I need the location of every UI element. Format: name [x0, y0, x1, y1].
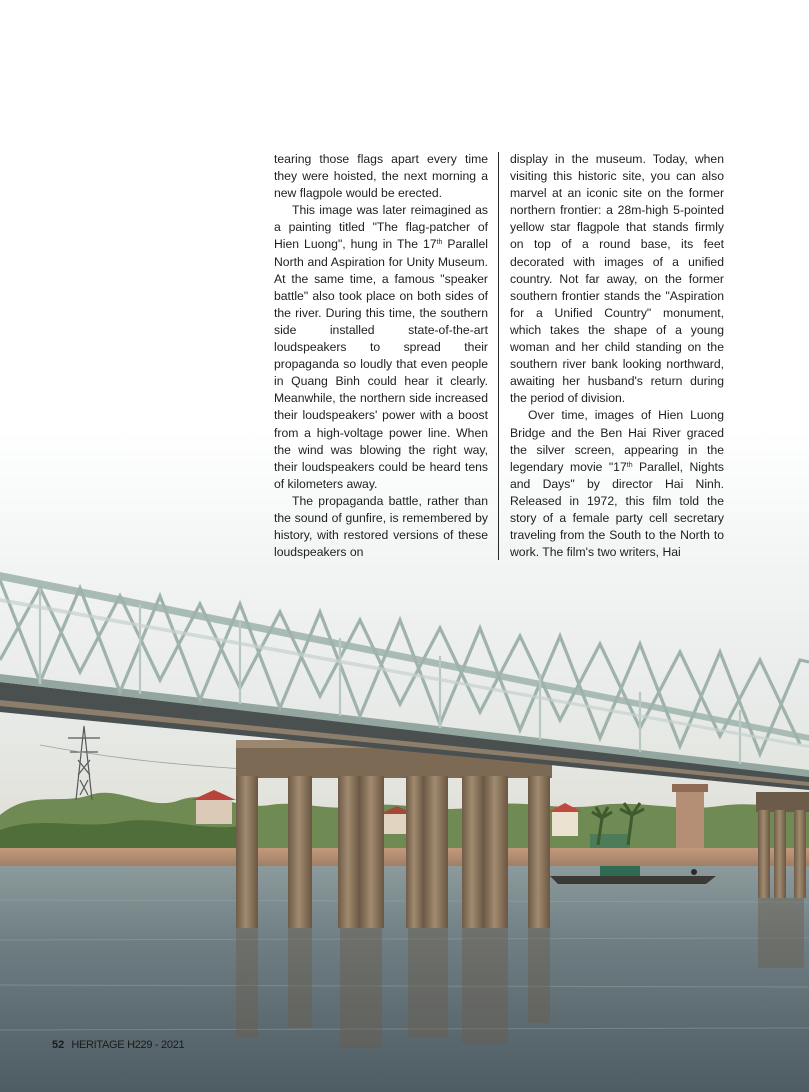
far-bank: [0, 784, 809, 868]
paragraph: [274, 202, 488, 493]
power-pylon: [40, 726, 260, 800]
paragraph-text: Parallel, Nights and Days" by director Hai Ninh. Released in 1972, this film told the story of a female party cell secretary traveling from the South to the North to work. The film's two writers, Hai: [510, 459, 724, 560]
page-footer: [52, 1039, 184, 1051]
paragraph-text: display in the museum. Today, when visiting this historic site, you can also marvel at an iconic site on the former northern frontier: a 28m-high 5-pointed yellow star flagpole that stands firmly on top of a round base, its feet decorated with images of a unified country. Not far away, on the former southern frontier stands the "Aspiration for a Unified Country" monument, which takes the shape of a young woman and her child standing on the southern river bank looking northward, awaiting her husband's return during the period of division.: [510, 152, 724, 406]
article-column-left: [274, 151, 488, 561]
paragraph-text: Parallel North and Aspiration for Unity Museum. At the same time, a famous "speaker battle" also took place on both sides of the river. During this time, the southern side installed state-of-the-art loudspeakers to spread their propaganda so loudly that even people in Quang Binh could hear it clearly. Meanwhile, the northern side increased their loudspeakers' power with a boost from a high-voltage power line. When the wind was blowing the right way, their loudspeakers could be heard tens of kilometers away.: [274, 237, 488, 491]
ordinal-superscript: th: [436, 239, 443, 247]
paragraph-text: Over time, images of Hien Luong Bridge and the Ben Hai River graced the silver screen, appearing in the legendary movie "17: [510, 408, 724, 474]
far-bridge-pier: [756, 792, 809, 898]
paragraph: [274, 493, 488, 561]
paragraph: [274, 151, 488, 202]
column-divider: [498, 152, 499, 560]
paragraph: [510, 407, 724, 561]
article-column-right: [510, 151, 724, 561]
paragraph-text: This image was later reimagined as a painting titled "The flag-patcher of Hien Luong", hung in The 17: [274, 203, 488, 252]
page-number: 52: [52, 1039, 65, 1051]
paragraph-text: tearing those flags apart every time they were hoisted, the next morning a new flagpole would be erected.: [274, 152, 488, 201]
paragraph: [510, 151, 724, 407]
ordinal-superscript: th: [626, 461, 633, 469]
magazine-issue: HERITAGE H229 - 2021: [71, 1039, 185, 1051]
paragraph-text: The propaganda battle, rather than the sound of gunfire, is remembered by history, with restored versions of these loudspeakers on: [274, 493, 488, 560]
